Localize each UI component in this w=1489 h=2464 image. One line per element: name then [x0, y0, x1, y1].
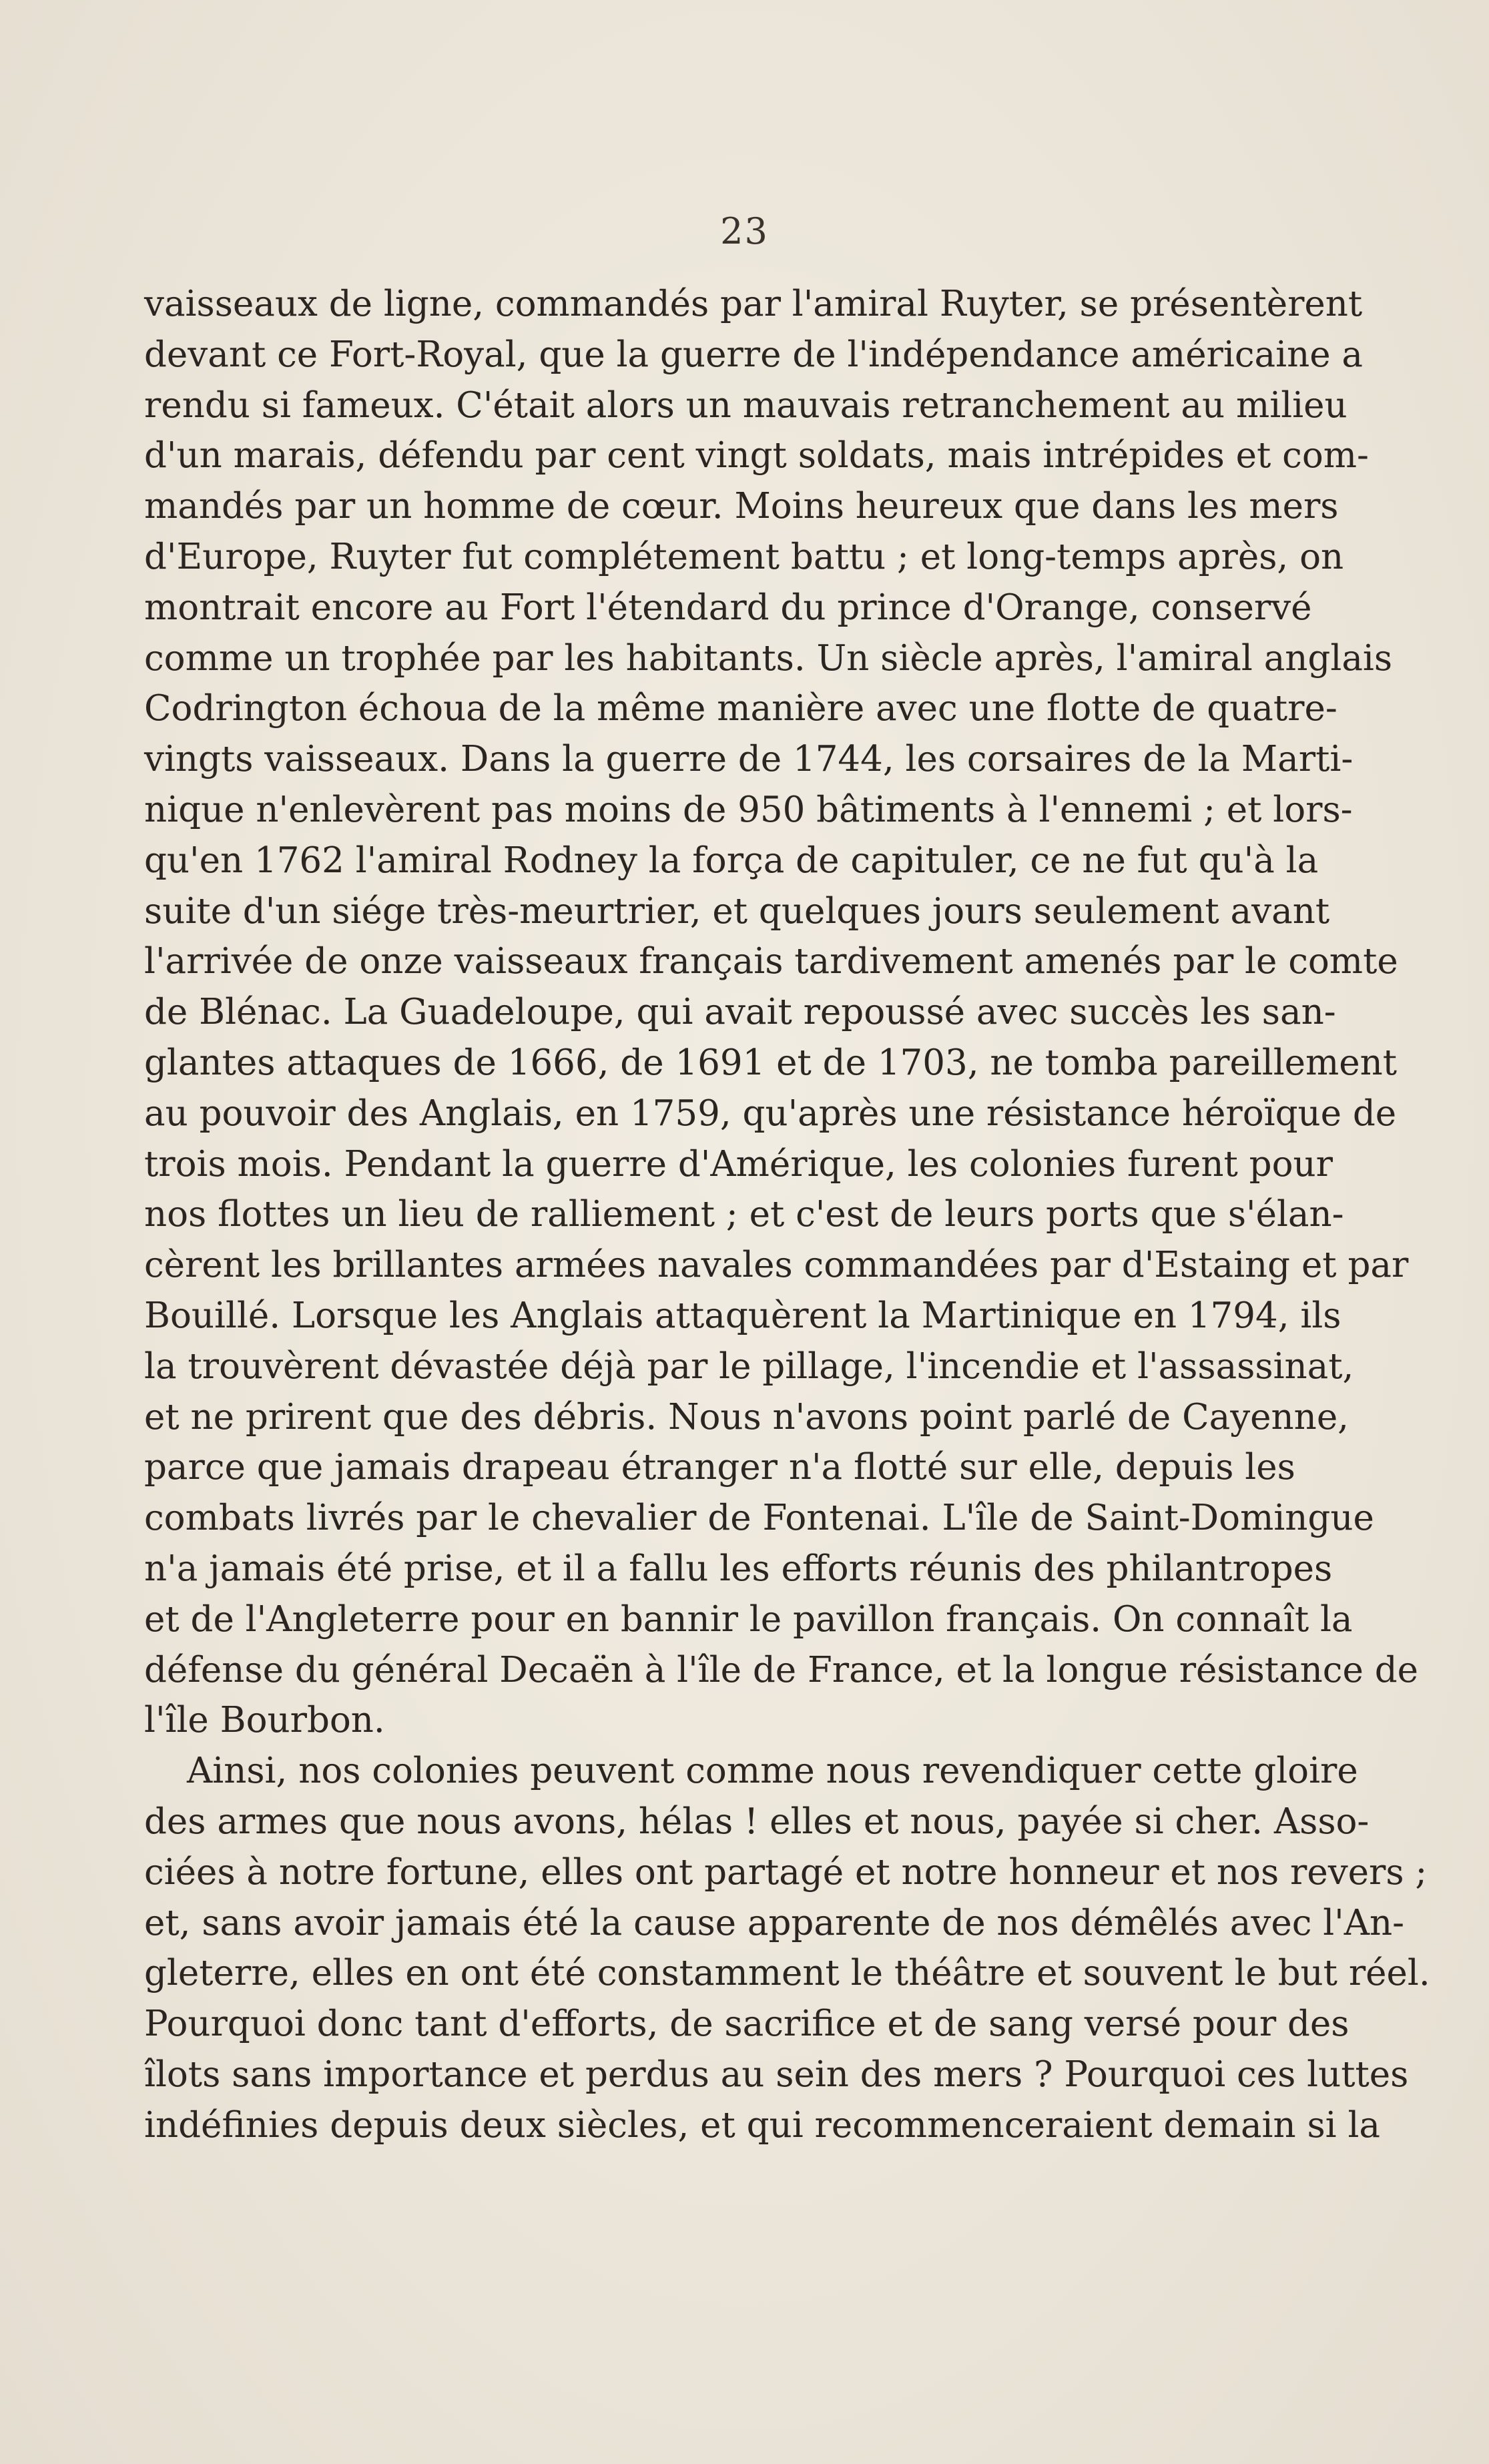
text-line: nos flottes un lieu de ralliement ; et c'est de leurs ports que s'élan- [144, 1194, 1344, 1235]
text-line: comme un trophée par les habitants. Un siècle après, l'amiral anglais [144, 637, 1393, 679]
paragraph-1 [144, 279, 1418, 1746]
text-line: mandés par un homme de cœur. Moins heureux que dans les mers [144, 486, 1339, 527]
text-line: vaisseaux de ligne, commandés par l'amiral Ruyter, se présentèrent [144, 284, 1363, 324]
text-line: la trouvèrent dévastée déjà par le pillage, l'incendie et l'assassinat, [144, 1345, 1354, 1387]
text-line: vingts vaisseaux. Dans la guerre de 1744, les corsaires de la Marti- [144, 739, 1354, 780]
text-line: indéfinies depuis deux siècles, et qui recommenceraient demain si la [144, 2104, 1381, 2146]
text-line: défense du général Decaën à l'île de France, et la longue résistance de [144, 1649, 1418, 1690]
text-line: îlots sans importance et perdus au sein des mers ? Pourquoi ces luttes [144, 2054, 1409, 2095]
text-line: l'île Bourbon. [144, 1700, 385, 1741]
text-line: montrait encore au Fort l'étendard du prince d'Orange, conservé [144, 587, 1312, 628]
text-line: n'a jamais été prise, et il a fallu les efforts réunis des philantropes [144, 1548, 1333, 1589]
page-number: 23 [720, 210, 769, 252]
text-line: Ainsi, nos colonies peuvent comme nous revendiquer cette gloire [187, 1751, 1358, 1792]
text-line: Bouillé. Lorsque les Anglais attaquèrent la Martinique en 1794, ils [144, 1295, 1342, 1336]
text-line: ciées à notre fortune, elles ont partagé et notre honneur et nos revers ; [144, 1851, 1428, 1893]
text-line: d'Europe, Ruyter fut complétement battu ; et long-temps après, on [144, 536, 1344, 577]
text-line: et de l'Angleterre pour en bannir le pavillon français. On connaît la [144, 1598, 1353, 1640]
text-line: et, sans avoir jamais été la cause apparente de nos démêlés avec l'An- [144, 1902, 1405, 1943]
text-line: devant ce Fort-Royal, que la guerre de l'indépendance américaine a [144, 334, 1364, 375]
text-line: suite d'un siége très-meurtrier, et quelques jours seulement avant [144, 890, 1330, 932]
text-line: rendu si fameux. C'était alors un mauvais retranchement au milieu [144, 384, 1348, 426]
text-line: gleterre, elles en ont été constamment le théâtre et souvent le but réel. [144, 1953, 1430, 1994]
text-line: Codrington échoua de la même manière avec une flotte de quatre- [144, 688, 1337, 729]
body-text [144, 279, 1430, 2150]
text-line: Pourquoi donc tant d'efforts, de sacrifice et de sang versé pour des [144, 2004, 1350, 2045]
text-line: au pouvoir des Anglais, en 1759, qu'après une résistance héroïque de [144, 1093, 1397, 1134]
text-line: parce que jamais drapeau étranger n'a flotté sur elle, depuis les [144, 1447, 1295, 1488]
text-line: trois mois. Pendant la guerre d'Amérique, les colonies furent pour [144, 1143, 1333, 1185]
text-line: et ne prirent que des débris. Nous n'avons point parlé de Cayenne, [144, 1396, 1350, 1438]
text-line: de Blénac. La Guadeloupe, qui avait repoussé avec succès les san- [144, 992, 1336, 1033]
text-line: des armes que nous avons, hélas ! elles et nous, payée si cher. Asso- [144, 1801, 1370, 1842]
paragraph-2 [144, 1746, 1430, 2150]
text-line: l'arrivée de onze vaisseaux français tardivement amenés par le comte [144, 941, 1398, 982]
text-line: nique n'enlevèrent pas moins de 950 bâtiments à l'ennemi ; et lors- [144, 789, 1353, 830]
text-line: combats livrés par le chevalier de Fontenai. L'île de Saint-Domingue [144, 1498, 1374, 1539]
text-line: cèrent les brillantes armées navales commandées par d'Estaing et par [144, 1245, 1409, 1286]
text-line: glantes attaques de 1666, de 1691 et de 1703, ne tomba pareillement [144, 1042, 1398, 1083]
text-line: qu'en 1762 l'amiral Rodney la força de capituler, ce ne fut qu'à la [144, 840, 1319, 881]
text-line: d'un marais, défendu par cent vingt soldats, mais intrépides et com- [144, 435, 1369, 477]
